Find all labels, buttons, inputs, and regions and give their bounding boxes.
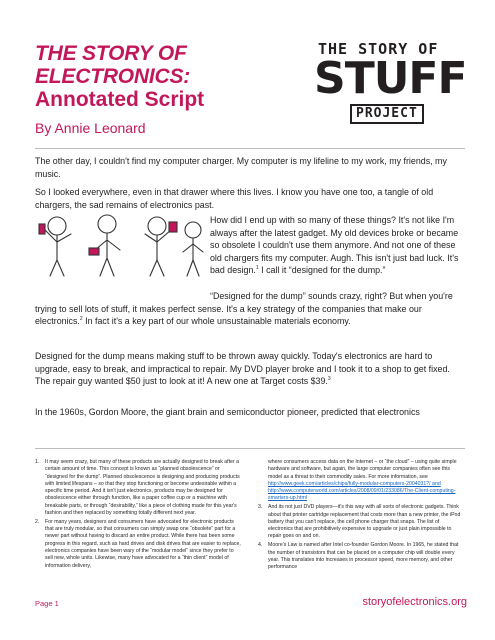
paragraph-4 (35, 290, 465, 328)
note-3 (258, 504, 464, 540)
paragraph-1: The other day, I couldn't find my computer charger. My computer is my lifeline to my work, my friends, my music. (35, 156, 447, 179)
title-line-1: THE STORY OF (35, 42, 187, 65)
notes-column-right (258, 459, 464, 573)
stick-figures-icon (35, 212, 205, 280)
note-1-number: 1. (35, 459, 40, 465)
paragraph-4-text: “Designed for the dump” sounds crazy, right? But when you're trying to sell lots of stuff, it makes perfect sense. It's a key strategy of the companies that make our electronics. (35, 291, 453, 327)
paragraph-3 (210, 214, 465, 277)
title-line-2: ELECTRONICS: (35, 65, 191, 88)
note-4-number: 4. (258, 542, 263, 549)
note-4-text: Moore's Law is named after Intel co-founder Gordon Moore. In 1965, he stated that the number of transistors that can be placed on a computer chip will double every year. This translates into increases in processor speed, more memory, and other performance (268, 542, 459, 571)
note-2-text: For many years, designers and consumers have advocated for electronic products that are truly modular, so that consumers can simply swap one “obsolete” part for a newer part without having to discard an entire product. While there has been some progress in this regard, such as hard drives and disk drives that are easier to replace, electronics companies have been wary of the “modular model” since they prefer to sell new, whole units. Likewise, many have advocated for a “thin client” model of information delivery, (45, 518, 241, 569)
header-divider (35, 148, 465, 149)
paragraph-4-tail: In fact it's a key part of our whole unsustainable materials economy. (82, 316, 351, 327)
note-3-text: And its not just DVD players—it's this way with all sorts of electronic gadgets. Think about that printer cartridge replacement that costs more than a new printer, the iPod battery that you can't replace, the cell phone charger that snaps. The list of electronics that are prohibitively expensive to upgrade or just plain impossible to repair goes on and on. (268, 504, 461, 540)
notes-divider (35, 448, 465, 449)
footnote-ref-1[interactable]: 1 (255, 265, 259, 272)
title-block (35, 42, 285, 111)
paragraph-5 (35, 350, 465, 388)
note-2-links[interactable]: http://www.geek.com/articles/chips/fully-modular-computers-2004031?/ and http://www.computerworld.com/articles/2008/09/01/233086/The-Client-computing-smarters-up.html (268, 480, 456, 502)
note-2 (35, 519, 241, 570)
footnote-ref-3[interactable]: 3 (327, 376, 331, 383)
note-4 (258, 542, 464, 571)
page-number: Page 1 (35, 599, 59, 608)
note-2-number: 2. (35, 518, 40, 525)
paragraph-3-text: How did I end up with so many of these things? It's not like I'm always after the latest gadget. My old devices broke or became so obsolete I couldn't use them anymore. And not one of these old chargers fits my computer. Augh. This isn't just bad luck. It's bad design. (210, 215, 459, 276)
note-3-number: 3. (258, 504, 263, 511)
footnote-ref-2[interactable]: 2 (79, 316, 83, 323)
note-2-continued-text: where consumers access data on the Internet – or “the cloud” – using quite simple hardware and software, but again, the large computer companies often see this model as a threat to their commodity sales. For more information, see (268, 459, 457, 480)
notes-column-left (35, 459, 241, 571)
logo-main-text: STUFF (314, 53, 467, 104)
note-2-continued (258, 459, 464, 503)
title-line-3: Annotated Script (35, 88, 205, 111)
stick-figure-illustration (35, 212, 205, 280)
paragraph-2: So I looked everywhere, even in that drawer where this lives. I know you have one too, a tangle of old chargers, the sad remains of electronics past. (35, 187, 434, 210)
paragraph-3-tail: I call it “designed for the dump.” (258, 265, 386, 276)
note-1-text: It may seem crazy, but many of these products are actually designed to break after a certain amount of time. This concept is known as “planned obsolescence” or “designed for the dump”. Planned obsolescence is designing and producing products with limited lifespans – so that they stop functioning or become undesirable within a specific time period. And it isn't just electronics, products may be designed for obsolescence either through function, like a paper coffee cup or a machine with breakable parts, or through “desirability,” like a piece of clothing made for this year's fashion and then replaced by something totally different next year. (45, 459, 240, 517)
story-of-stuff-logo (314, 40, 466, 128)
logo-top-text: THE STORY OF (318, 40, 439, 58)
paragraph-6: In the 1960s, Gordon Moore, the giant brain and semiconductor pioneer, predicted that electronics (35, 407, 420, 417)
logo-bottom-text: PROJECT (350, 104, 424, 124)
author-byline: By Annie Leonard (35, 120, 146, 136)
paragraph-5-text: Designed for the dump means making stuff to be thrown away quickly. Today's electronics are hard to upgrade, easy to break, and impractical to repair. My DVD player broke and I took it to a shop to get fixed. The repair guy wanted $50 just to look at it! A new one at Target costs $39. (35, 351, 450, 387)
note-1 (35, 459, 241, 517)
website-link[interactable]: storyofelectronics.org (362, 596, 467, 608)
